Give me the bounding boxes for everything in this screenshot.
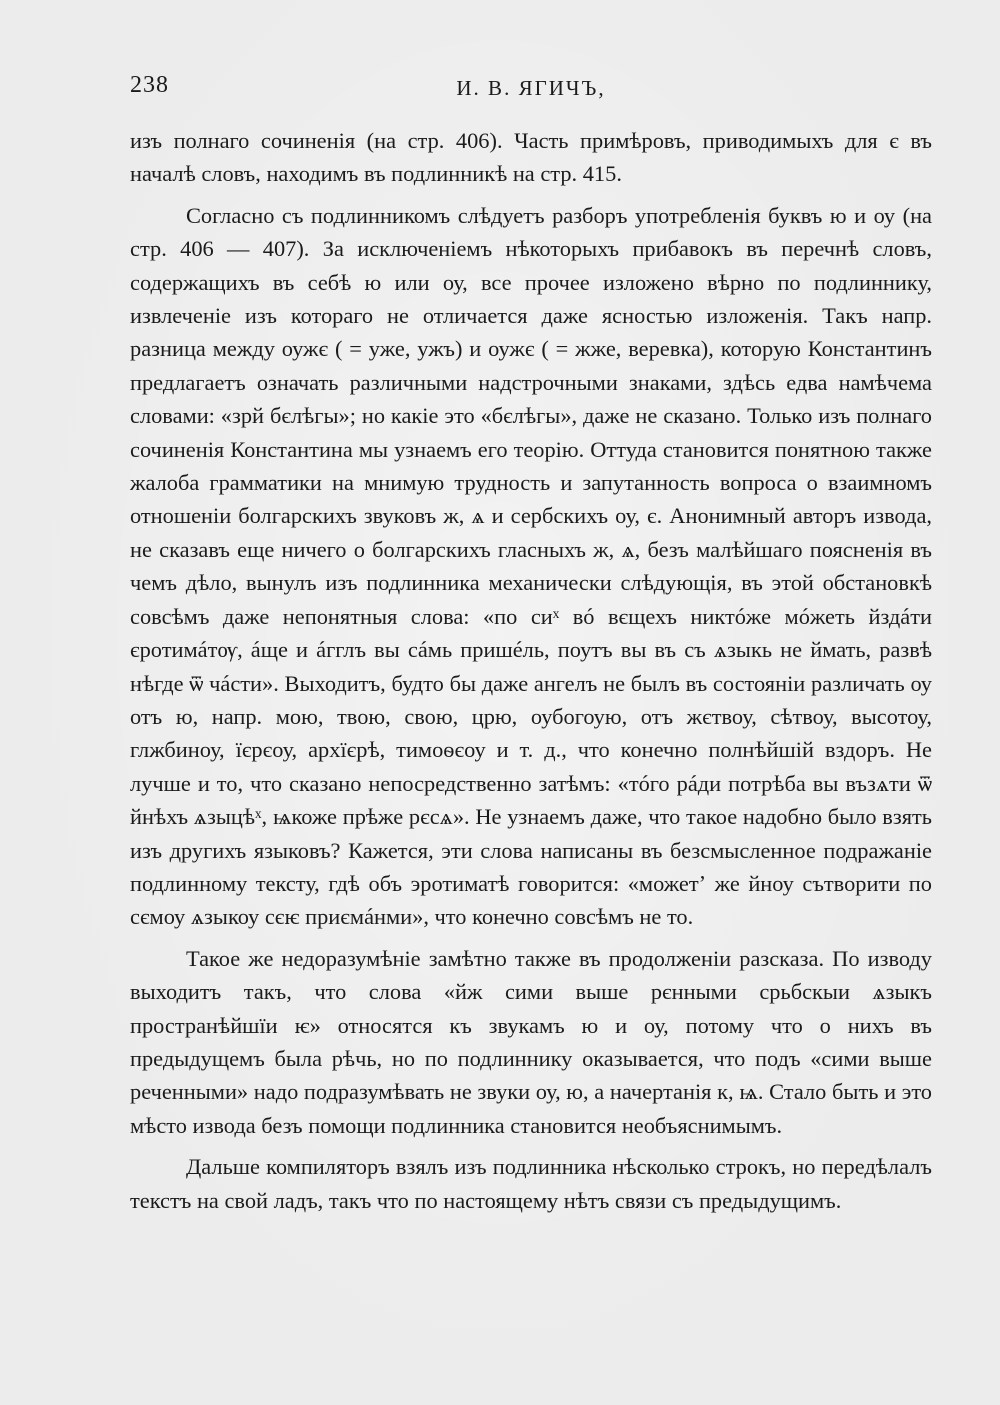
paragraph-compiler: Дальше компиляторъ взялъ изъ подлинника нѣсколько строкъ, но передѣлалъ текстъ на свой ладъ, такъ что по настоящему нѣтъ связи съ предыдущимъ. bbox=[130, 1154, 932, 1213]
paragraph-konstantin-analysis: Согласно съ подлинникомъ слѣдуетъ разборъ употребленія буквъ ю и оу (на стр. 406 — 407). За исключеніемъ нѣкоторыхъ прибавокъ въ перечнѣ словъ, содержащихъ въ себѣ ю или оу, все прочее изложено вѣрно по подлиннику, извлеченіе изъ котораго не отличается даже ясностью изложенія. Такъ напр. разница между оужє ( = уже, ужъ) и оужє ( = жже, веревка), которую Константинъ предлагаетъ означать различными надстрочными знаками, здѣсь едва намѣчема словами: «зрй бєлѣгы»; но какіе это «бєлѣгы», даже не сказано. Только изъ полнаго сочиненія Константина мы узнаемъ его теорію. Оттуда становится понятною также жалоба грамматики на мнимую трудность и запутанность вопроса о взаимномъ отношеніи болгарскихъ звуковъ ж, ѧ и сербскихъ оу, є. Анонимный авторъ извода, не сказавъ еще ничего о болгарскихъ гласныхъ ж, ѧ, безъ малѣйшаго поясненія въ чемъ дѣло, вынулъ изъ подлинника механически слѣдующія, въ этой обстановкѣ совсѣмъ даже непонятныя слова: «по сиˣ вó вєщехъ никтóже мóжеть йздáти єротимáтѹ, áще и áгглъ вы сáмь пришéль, поутъ вы въ съ ѧзыкь не ймать, развѣ нѣгде ѿ чáсти». Выходитъ, будто бы даже ангелъ не былъ въ состояніи различать оу отъ ю, напр. мою, твою, свою, црю, оубогоую, отъ жєтвоу, сѣтвоу, высотоу, глжбиноу, їєрєоу, архїєрѣ, тимоѳєоу и т. д., что конечно полнѣйшій вздоръ. Не лучше и то, что сказано непосредственно затѣмъ: «тóго рáди потрѣба вы възѧти ѿ йнѣхъ ѧзыцѣˣ, ѩкоже прѣже рєсѧ». Не узнаемъ даже, что такое надобно было взять изъ другихъ языковъ? Кажется, эти слова написаны въ безсмысленное подражаніе подлинному тексту, гдѣ объ эротиматѣ говорится: «можетʼ же йноу сътворити по сємоу ѧзыкоу сєѥ приємáнми», что конечно совсѣмъ не то. bbox=[130, 202, 932, 930]
body-text bbox=[130, 124, 932, 1217]
running-head bbox=[130, 62, 932, 102]
paragraph-continuation: изъ полнаго сочиненія (на стр. 406). Часть примѣровъ, приводимыхъ для є въ началѣ словъ, находимъ въ подлинникѣ на стр. 415. bbox=[130, 128, 932, 187]
paragraph-misunderstanding: Такое же недоразумѣніе замѣтно также въ продолженіи разсказа. По изводу выходитъ такъ, что слова «йж сими выше рєнными срьбскыи ѧзыкъ пространѣйшїи ѥ» относятся къ звукамъ ю и оу, потому что о нихъ въ предыдущемъ была рѣчь, но по подлиннику оказывается, что подъ «сими выше реченными» надо подразумѣвать не звуки оу, ю, а начертанія к, ѩ. Стало быть и это мѣсто извода безъ помощи подлинника становится необъяснимымъ. bbox=[130, 945, 932, 1138]
page-number: 238 bbox=[130, 72, 169, 98]
running-title: И. В. ЯГИЧЪ, bbox=[456, 76, 606, 100]
